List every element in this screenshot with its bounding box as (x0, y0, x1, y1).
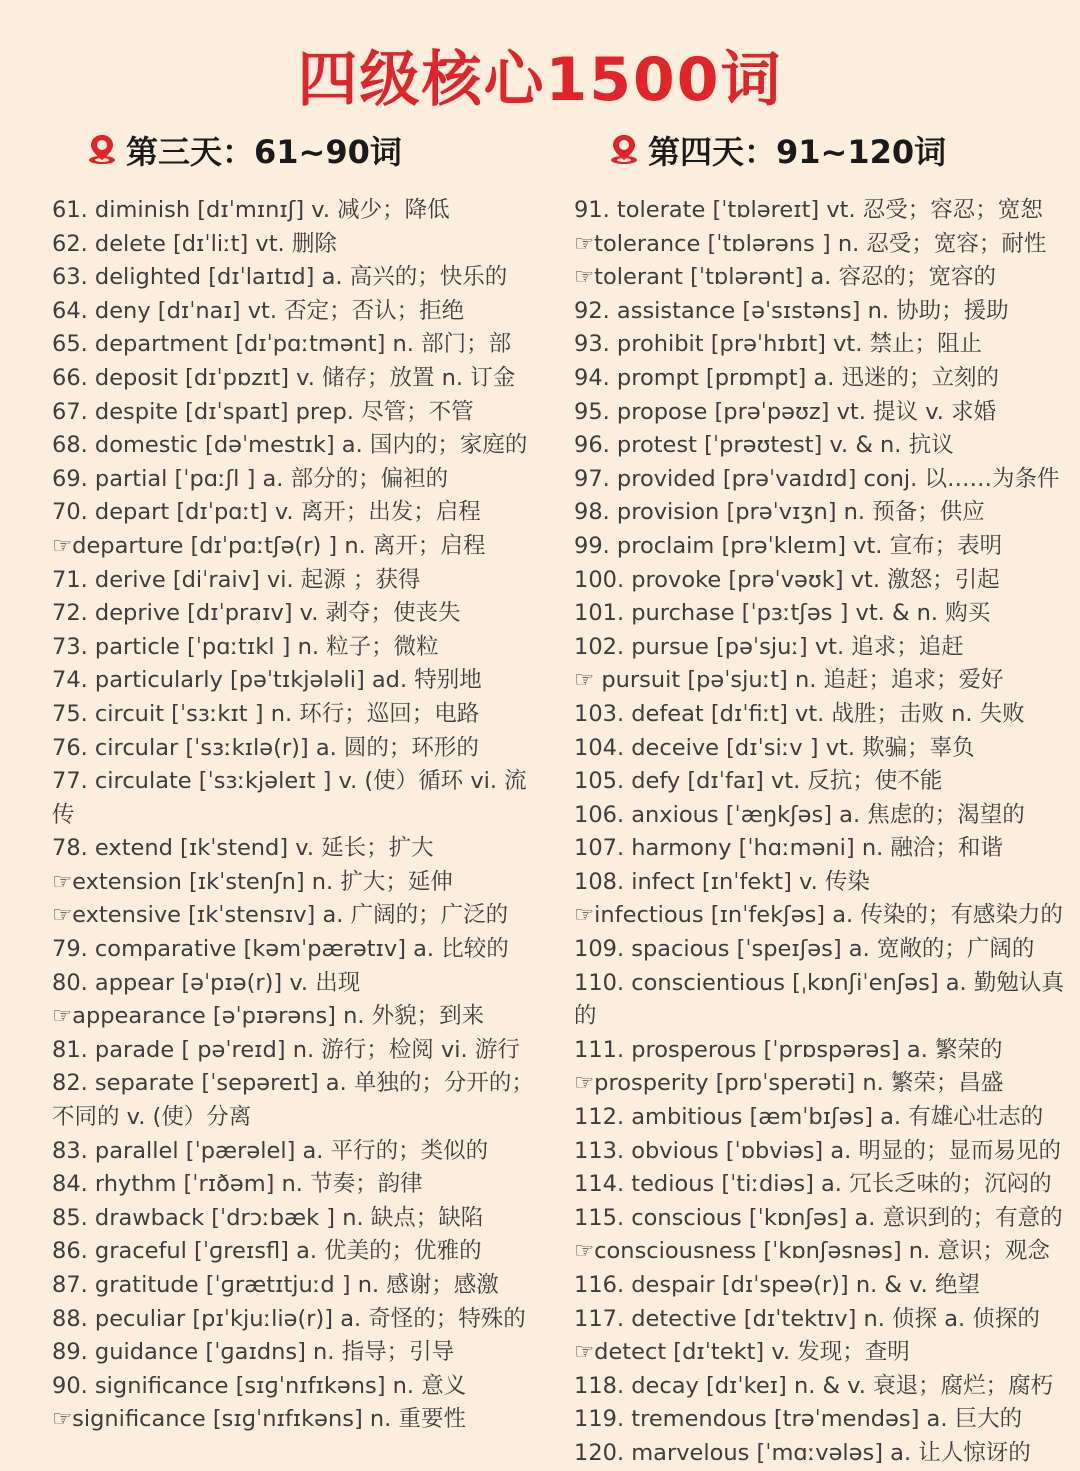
vocab-entry: 115. conscious [ˈkɒnʃəs] a. 意识到的；有意的 (574, 1204, 1063, 1231)
vocab-entry: 67. despite [dɪˈspaɪt] prep. 尽管；不管 (52, 398, 474, 425)
vocab-entry: 75. circuit [ˈsɜːkɪt ] n. 环行；巡回；电路 (52, 700, 480, 727)
vocab-entry: 63. delighted [dɪˈlaɪtɪd] a. 高兴的；快乐的 (52, 264, 508, 291)
vocab-entry: 69. partial [ˈpɑːʃl ] a. 部分的；偏袒的 (52, 465, 449, 492)
vocab-entry: ☞tolerance [ˈtɒlərəns ] n. 忍受；宽容；耐性 (574, 230, 1047, 257)
vocab-entry: 87. gratitude [ˈɡrætɪtjuːd ] n. 感谢；感激 (52, 1272, 499, 1298)
vocab-entry: ☞ pursuit [pəˈsjuːt] n. 追赶；追求；爱好 (574, 667, 1004, 694)
vocab-entry: 103. defeat [dɪˈfiːt] vt. 战胜；击败 n. 失败 (574, 700, 1025, 727)
vocab-entry: 77. circulate [ˈsɜːkjəleɪt ] v. (使）循环 vi. 流传 (52, 768, 527, 828)
vocab-entry: 108. infect [ɪnˈfekt] v. 传染 (574, 868, 870, 895)
vocab-entry: 74. particularly [pəˈtɪkjələli] ad. 特别地 (52, 667, 482, 694)
vocab-entry: 89. guidance [ˈɡaɪdns] n. 指导；引导 (52, 1339, 455, 1366)
vocab-entry: 82. separate [ˈsepəreɪt] a. 单独的；分开的；不同的 v. (使）分离 (52, 1070, 534, 1131)
vocab-entry: 90. significance [sɪɡˈnɪfɪkəns] n. 意义 (52, 1372, 467, 1399)
vocab-entry: 105. defy [dɪˈfaɪ] vt. 反抗；使不能 (574, 768, 943, 795)
vocab-entry: 93. prohibit [prəˈhɪbɪt] vt. 禁止；阻止 (574, 331, 983, 358)
day-three-header-label: 第三天：61~90词 (126, 133, 402, 171)
vocab-entry: 112. ambitious [æmˈbɪʃəs] a. 有雄心壮志的 (574, 1104, 1044, 1131)
vocab-entry: 73. particle [ˈpɑːtɪkl ] n. 粒子；微粒 (52, 633, 439, 660)
vocab-entry: 120. marvelous [ˈmɑːvələs] a. 让人惊讶的 (574, 1439, 1031, 1466)
vocab-entry: 97. provided [prəˈvaɪdɪd] conj. 以……为条件 (574, 465, 1060, 492)
day-three-word-list (52, 194, 542, 1437)
page-title: 四级核心1500词 (297, 45, 783, 115)
vocab-entry: 104. deceive [dɪˈsiːv ] vt. 欺骗；辜负 (574, 734, 975, 761)
vocab-entry: 106. anxious [ˈæŋkʃəs] a. 焦虑的；渴望的 (574, 801, 1025, 828)
vocab-entry: 114. tedious [ˈtiːdiəs] a. 冗长乏味的；沉闷的 (574, 1171, 1052, 1198)
vocab-entry: ☞departure [dɪˈpɑːtʃə(r) ] n. 离开；启程 (52, 532, 486, 559)
vocab-entry: 81. parade [ pəˈreɪd] n. 游行；检阅 vi. 游行 (52, 1036, 520, 1063)
vocab-entry: 84. rhythm [ˈrɪðəm] n. 节奏；韵律 (52, 1171, 423, 1198)
vocab-entry: 72. deprive [dɪˈpraɪv] v. 剥夺；使丧失 (52, 600, 461, 627)
vocab-entry: 76. circular [ˈsɜːkɪlə(r)] a. 圆的；环形的 (52, 734, 479, 761)
vocab-entry: 66. deposit [dɪˈpɒzɪt] v. 储存；放置 n. 订金 (52, 364, 516, 391)
vocab-entry: 99. proclaim [prəˈkleɪm] vt. 宣布；表明 (574, 532, 1003, 559)
vocab-entry: 85. drawback [ˈdrɔːbæk ] n. 缺点；缺陷 (52, 1204, 484, 1231)
map-pin-icon (612, 137, 638, 163)
map-pin-icon (90, 137, 116, 163)
vocab-entry: 111. prosperous [ˈprɒspərəs] a. 繁荣的 (574, 1036, 1003, 1063)
vocab-entry: ☞extensive [ɪkˈstensɪv] a. 广阔的；广泛的 (52, 902, 509, 929)
vocab-entry: 98. provision [prəˈvɪʒn] n. 预备；供应 (574, 499, 985, 526)
vocab-entry: 119. tremendous [trəˈmendəs] a. 巨大的 (574, 1406, 1023, 1433)
vocab-entry: 79. comparative [kəmˈpærətɪv] a. 比较的 (52, 936, 509, 963)
vocab-entry: 86. graceful [ˈɡreɪsfl] a. 优美的；优雅的 (52, 1238, 482, 1265)
vocab-entry: 107. harmony [ˈhɑːməni] n. 融洽；和谐 (574, 835, 1003, 862)
vocab-entry: 83. parallel [ˈpærəlel] a. 平行的；类似的 (52, 1137, 489, 1164)
vocab-entry: 94. prompt [prɒmpt] a. 迅迷的；立刻的 (574, 364, 1000, 391)
vocab-entry: ☞prosperity [prɒˈsperəti] n. 繁荣；昌盛 (574, 1070, 1004, 1097)
day-four-header (612, 128, 1064, 172)
vocab-entry: 117. detective [dɪˈtektɪv] n. 侦探 a. 侦探的 (574, 1305, 1040, 1332)
vocab-entry: 64. deny [dɪˈnaɪ] vt. 否定；否认；拒绝 (52, 297, 465, 324)
vocab-entry: 88. peculiar [pɪˈkjuːliə(r)] a. 奇怪的；特殊的 (52, 1305, 526, 1332)
vocab-entry: 61. diminish [dɪˈmɪnɪʃ] v. 减少；降低 (52, 197, 450, 223)
vocab-entry: ☞consciousness [ˈkɒnʃəsnəs] n. 意识；观念 (574, 1238, 1050, 1265)
vocab-entry: 71. derive [diˈraiv] vi. 起源 ；获得 (52, 566, 421, 593)
vocab-entry: 116. despair [dɪˈspeə(r)] n. & v. 绝望 (574, 1272, 980, 1298)
vocab-entry: ☞tolerant [ˈtɒlərənt] a. 容忍的；宽容的 (574, 264, 996, 291)
vocab-entry: 91. tolerate [ˈtɒləreɪt] vt. 忍受；容忍；宽恕 (574, 197, 1043, 223)
vocab-entry: 70. depart [dɪˈpɑːt] v. 离开；出发；启程 (52, 499, 481, 526)
vocab-entry: ☞extension [ɪkˈstenʃn] n. 扩大；延伸 (52, 868, 453, 895)
vocab-entry: ☞infectious [ɪnˈfekʃəs] a. 传染的；有感染力的 (574, 902, 1063, 929)
vocab-entry: 65. department [dɪˈpɑːtmənt] n. 部门；部 (52, 331, 512, 358)
vocab-entry: 62. delete [dɪˈliːt] vt. 删除 (52, 230, 337, 257)
day-four-header-label: 第四天：91~120词 (648, 133, 947, 171)
vocab-entry: 68. domestic [dəˈmestɪk] a. 国内的；家庭的 (52, 432, 528, 459)
vocab-entry: 80. appear [əˈpɪə(r)] v. 出现 (52, 969, 361, 996)
vocab-entry: ☞appearance [əˈpɪərəns] n. 外貌；到来 (52, 1003, 485, 1030)
vocab-entry: 113. obvious [ˈɒbviəs] a. 明显的；显而易见的 (574, 1137, 1061, 1164)
vocab-entry: 102. pursue [pəˈsjuː] vt. 追求；追赶 (574, 633, 964, 660)
vocab-entry: 101. purchase [ˈpɜːtʃəs ] vt. & n. 购买 (574, 600, 991, 627)
vocab-entry: 92. assistance [əˈsɪstəns] n. 协助；援助 (574, 297, 1009, 324)
day-three-column (52, 128, 542, 1437)
vocab-entry: 118. decay [dɪˈkeɪ] n. & v. 衰退；腐烂；腐朽 (574, 1372, 1054, 1399)
vocab-entry: 78. extend [ɪkˈstend] v. 延长；扩大 (52, 835, 434, 862)
day-four-column (574, 128, 1064, 1471)
vocab-entry: 110. conscientious [ˌkɒnʃiˈenʃəs] a. 勤勉认真的 (574, 969, 1064, 1030)
vocab-entry: 95. propose [prəˈpəʊz] vt. 提议 v. 求婚 (574, 398, 997, 425)
vocab-entry: ☞detect [dɪˈtekt] v. 发现；查明 (574, 1339, 910, 1366)
vocab-entry: 100. provoke [prəˈvəʊk] vt. 激怒；引起 (574, 566, 1000, 593)
day-three-header (90, 128, 542, 172)
vocab-entry: ☞significance [sɪɡˈnɪfɪkəns] n. 重要性 (52, 1406, 466, 1433)
vocab-entry: 109. spacious [ˈspeɪʃəs] a. 宽敞的；广阔的 (574, 936, 1035, 963)
vocab-entry: 96. protest [ˈprəʊtest] v. & n. 抗议 (574, 432, 954, 459)
day-four-word-list (574, 194, 1064, 1471)
